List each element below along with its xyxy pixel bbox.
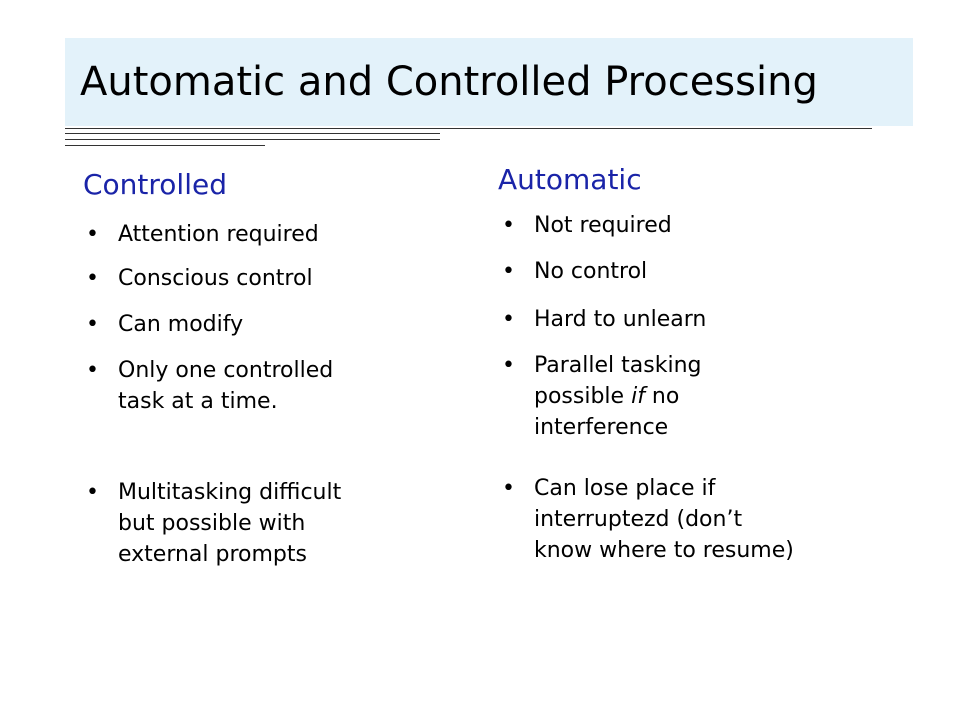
- bullet-icon: •: [502, 213, 515, 238]
- title-rule-3: [65, 139, 440, 140]
- automatic-list: [502, 210, 892, 590]
- bullet-icon: •: [86, 480, 99, 505]
- automatic-item-text: [534, 350, 892, 443]
- automatic-item-text: No control: [534, 259, 648, 284]
- list-item: [86, 219, 456, 250]
- controlled-item-text: Conscious control: [118, 266, 313, 291]
- bullet-icon: •: [502, 259, 515, 284]
- controlled-item-text: Only one controlled task at a time.: [118, 358, 334, 414]
- slide-title: Automatic and Controlled Processing: [80, 59, 818, 105]
- list-item: [86, 477, 456, 570]
- automatic-item-emphasis: if: [631, 384, 645, 409]
- list-item: [502, 350, 892, 443]
- title-rule-2: [65, 133, 440, 134]
- list-item: [86, 309, 456, 340]
- automatic-item-text: Hard to unlearn: [534, 307, 707, 332]
- list-item: [502, 210, 892, 241]
- automatic-item-text: Not required: [534, 213, 672, 238]
- controlled-list: [86, 219, 456, 599]
- bullet-icon: •: [502, 476, 515, 501]
- list-item: [502, 256, 892, 287]
- controlled-item-text: Multitasking difficult but possible with external prompts: [118, 480, 342, 567]
- title-rule-1: [65, 128, 872, 129]
- controlled-heading: Controlled: [83, 168, 227, 201]
- bullet-icon: •: [502, 353, 515, 378]
- bullet-icon: •: [86, 222, 99, 247]
- bullet-icon: •: [86, 266, 99, 291]
- automatic-item-text-part: Parallel tasking possible: [534, 353, 702, 409]
- automatic-heading: Automatic: [498, 163, 642, 196]
- title-rule-4: [65, 145, 265, 146]
- list-item: [86, 355, 456, 417]
- automatic-item-text: Can lose place if interruptezd (don’t know where to resume): [534, 476, 794, 563]
- bullet-icon: •: [86, 312, 99, 337]
- list-item: [86, 263, 456, 294]
- list-item: [502, 473, 892, 566]
- automatic-item-text-part: no interference: [534, 384, 680, 440]
- bullet-icon: •: [502, 307, 515, 332]
- list-item: [502, 304, 892, 335]
- controlled-item-text: Can modify: [118, 312, 244, 337]
- controlled-item-text: Attention required: [118, 222, 319, 247]
- bullet-icon: •: [86, 358, 99, 383]
